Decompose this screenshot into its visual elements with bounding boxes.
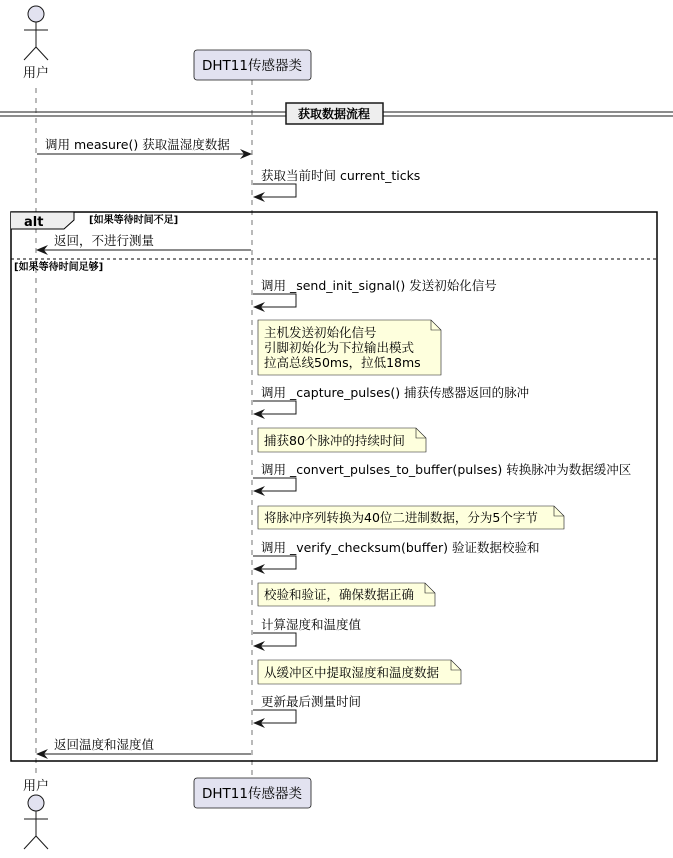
alt-guard-insufficient: [如果等待时间不足] [89, 215, 179, 226]
note-capture-text: 捕获80个脉冲的持续时间 [264, 433, 405, 448]
note-init-line-1: 主机发送初始化信号 [264, 325, 377, 340]
message-convert-pulses: 调用 _convert_pulses_to_buffer(pulses) 转换脉冲为数据缓冲区 [261, 462, 632, 477]
sensor-participant-top [194, 50, 311, 80]
user-actor-top [23, 6, 49, 81]
message-measure: 调用 measure() 获取温湿度数据 [45, 137, 230, 152]
note-capture-pulses [258, 428, 426, 452]
note-convert-pulses [258, 506, 564, 529]
sensor-participant-bottom [194, 778, 311, 808]
self-arrow-convert-pulses [253, 478, 296, 491]
user-label-top: 用户 [22, 66, 50, 81]
self-arrow-update-time [253, 710, 296, 723]
alt-guard-sufficient: [如果等待时间足够] [14, 262, 104, 273]
sensor-label-bottom: DHT11传感器类 [202, 786, 302, 802]
user-label-bottom: 用户 [22, 779, 50, 794]
message-get-ticks: 获取当前时间 current_ticks [261, 168, 421, 183]
note-init-signal [258, 320, 441, 375]
note-extract-data [258, 660, 461, 684]
note-extract-text: 从缓冲区中提取湿度和温度数据 [264, 665, 440, 680]
note-init-line-3: 拉高总线50ms，拉低18ms [264, 355, 421, 370]
note-verify-text: 校验和验证，确保数据正确 [264, 587, 415, 602]
section-divider [0, 103, 673, 124]
message-send-init: 调用 _send_init_signal() 发送初始化信号 [261, 278, 497, 293]
note-init-line-2: 引脚初始化为下拉输出模式 [264, 340, 415, 355]
note-convert-text: 将脉冲序列转换为40位二进制数据，分为5个字节 [264, 510, 538, 525]
message-return-no-measure: 返回，不进行测量 [54, 233, 155, 248]
sensor-label-top: DHT11传感器类 [202, 58, 302, 74]
alt-keyword: alt [24, 215, 44, 230]
message-calc-values: 计算湿度和温度值 [261, 617, 362, 632]
note-verify-checksum [258, 583, 435, 606]
divider-label: 获取数据流程 [297, 107, 371, 121]
message-return-values: 返回温度和湿度值 [54, 737, 155, 752]
self-arrow-verify-checksum [253, 556, 296, 569]
self-arrow-get-ticks [253, 184, 296, 197]
message-verify-checksum: 调用 _verify_checksum(buffer) 验证数据校验和 [261, 540, 540, 555]
message-update-time: 更新最后测量时间 [261, 694, 362, 709]
message-capture-pulses: 调用 _capture_pulses() 捕获传感器返回的脉冲 [261, 385, 530, 400]
self-arrow-capture-pulses [253, 401, 296, 414]
self-arrow-send-init [253, 294, 296, 307]
self-arrow-calc-values [253, 633, 296, 646]
user-actor-bottom [23, 779, 49, 849]
